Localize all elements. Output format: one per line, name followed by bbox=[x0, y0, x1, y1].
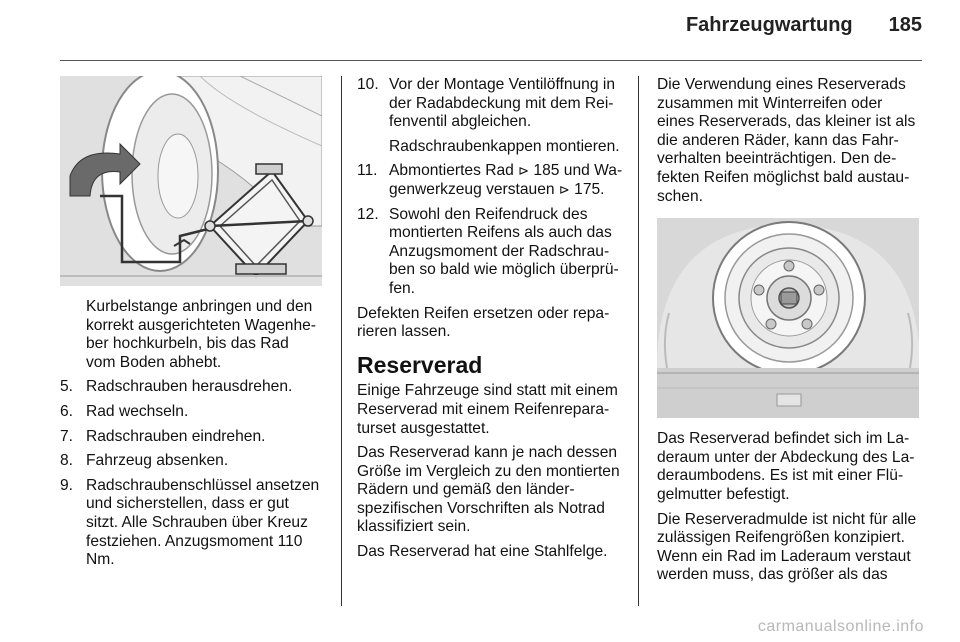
column-divider bbox=[638, 76, 639, 606]
paragraph: Einige Fahrzeuge sind statt mit einem Reserverad mit einem Reifenreparaturset ausgestattet. bbox=[357, 382, 618, 437]
step-number: 7. bbox=[60, 427, 74, 445]
step-subtext: Radschraubenkappen montieren. bbox=[389, 137, 620, 155]
list-item bbox=[357, 76, 625, 156]
step-number: 9. bbox=[60, 476, 74, 494]
watermark: carmanualsonline.info bbox=[757, 618, 924, 635]
column-3 bbox=[657, 76, 920, 591]
step-number: 6. bbox=[60, 402, 74, 420]
step-text: Abmontiertes Rad bbox=[389, 162, 519, 180]
ref-arrow-icon: ⊳ bbox=[518, 163, 530, 179]
spacer bbox=[60, 286, 322, 298]
section-heading: Reserverad bbox=[357, 351, 483, 378]
step-text: Fahrzeug absenken. bbox=[86, 452, 229, 470]
list-item bbox=[60, 477, 322, 570]
column-2 bbox=[357, 76, 625, 568]
step-number: 5. bbox=[60, 378, 74, 396]
step-text: Sowohl den Reifendruck des montierten Reifens als auch das Anzugsmoment der Radschrauben so bald wie möglich überprüfen. bbox=[389, 205, 619, 297]
page-ref-link[interactable]: 185 bbox=[533, 162, 560, 180]
paragraph: Das Reserverad kann je nach dessen Größe im Vergleich zu den montierten Rädern und gemäß den länderspezifischen Vorschriften als Notrad klassifiziert sein. bbox=[357, 444, 620, 536]
step-intro: Kurbelstange anbringen und den korrekt ausgerichteten Wagenheber hochkurbeln, bis das Rad vom Boden abhebt. bbox=[86, 298, 316, 371]
header-rule bbox=[60, 60, 922, 61]
step-text: Rad wechseln. bbox=[86, 402, 189, 420]
jack-drawing bbox=[60, 76, 322, 286]
paragraph: Die Reserveradmulde ist nicht für alle zulässigen Reifengrößen konzipiert. Wenn ein Rad im Laderaum verstaut werden muss, das größer als das bbox=[657, 510, 917, 584]
list-item bbox=[60, 378, 322, 397]
step-number: 10. bbox=[357, 76, 379, 93]
step-text: Radschrauben eindrehen. bbox=[86, 427, 266, 445]
step-text: Vor der Montage Ventilöffnung in der Radabdeckung mit dem Reifenventil abgleichen. bbox=[389, 76, 615, 131]
column-divider bbox=[341, 76, 342, 606]
paragraph: Die Verwendung eines Reserverads zusammen mit Winterreifen oder eines Reserverads, das kleiner ist als die anderen Räder, kann das Fahrverhalten beeinträchtigen. Den defekten Reifen möglichst bald austauschen. bbox=[657, 76, 916, 205]
defect-note: Defekten Reifen ersetzen oder reparieren lassen. bbox=[357, 304, 610, 341]
step-text: Radschraubenschlüssel ansetzen und sicherstellen, dass er gut sitzt. Alle Schrauben über Kreuz festziehen. Anzugsmoment 110 Nm. bbox=[86, 476, 320, 569]
column-1 bbox=[60, 76, 322, 576]
ref-arrow-icon: ⊳ bbox=[558, 181, 570, 197]
list-item bbox=[60, 452, 322, 471]
list-item bbox=[60, 428, 322, 447]
list-item bbox=[357, 206, 625, 299]
list-item bbox=[60, 403, 322, 422]
step-text: Radschrauben herausdrehen. bbox=[86, 378, 293, 396]
page-number: 185 bbox=[888, 14, 922, 36]
spare-wheel-illustration bbox=[657, 218, 919, 418]
step-text: und Wagenwerkzeug verstauen bbox=[389, 162, 623, 198]
step-number: 8. bbox=[60, 452, 74, 470]
jack-illustration bbox=[60, 76, 322, 286]
spare-wheel-drawing bbox=[657, 218, 919, 418]
page-header bbox=[686, 14, 922, 37]
section-title: Fahrzeugwartung bbox=[685, 14, 853, 36]
step-body bbox=[389, 162, 625, 199]
page-ref-link[interactable]: 175. bbox=[574, 180, 605, 198]
step-body bbox=[389, 76, 625, 156]
list-item bbox=[357, 162, 625, 199]
spacer bbox=[657, 418, 920, 430]
paragraph: Das Reserverad befindet sich im Laderaum unter der Abdeckung des Laderaumbodens. Es ist mit einer Flügelmutter befestigt. bbox=[657, 430, 915, 503]
step-number: 12. bbox=[357, 205, 379, 223]
step-number: 11. bbox=[357, 162, 378, 180]
paragraph: Das Reserverad hat eine Stahlfelge. bbox=[357, 543, 608, 561]
